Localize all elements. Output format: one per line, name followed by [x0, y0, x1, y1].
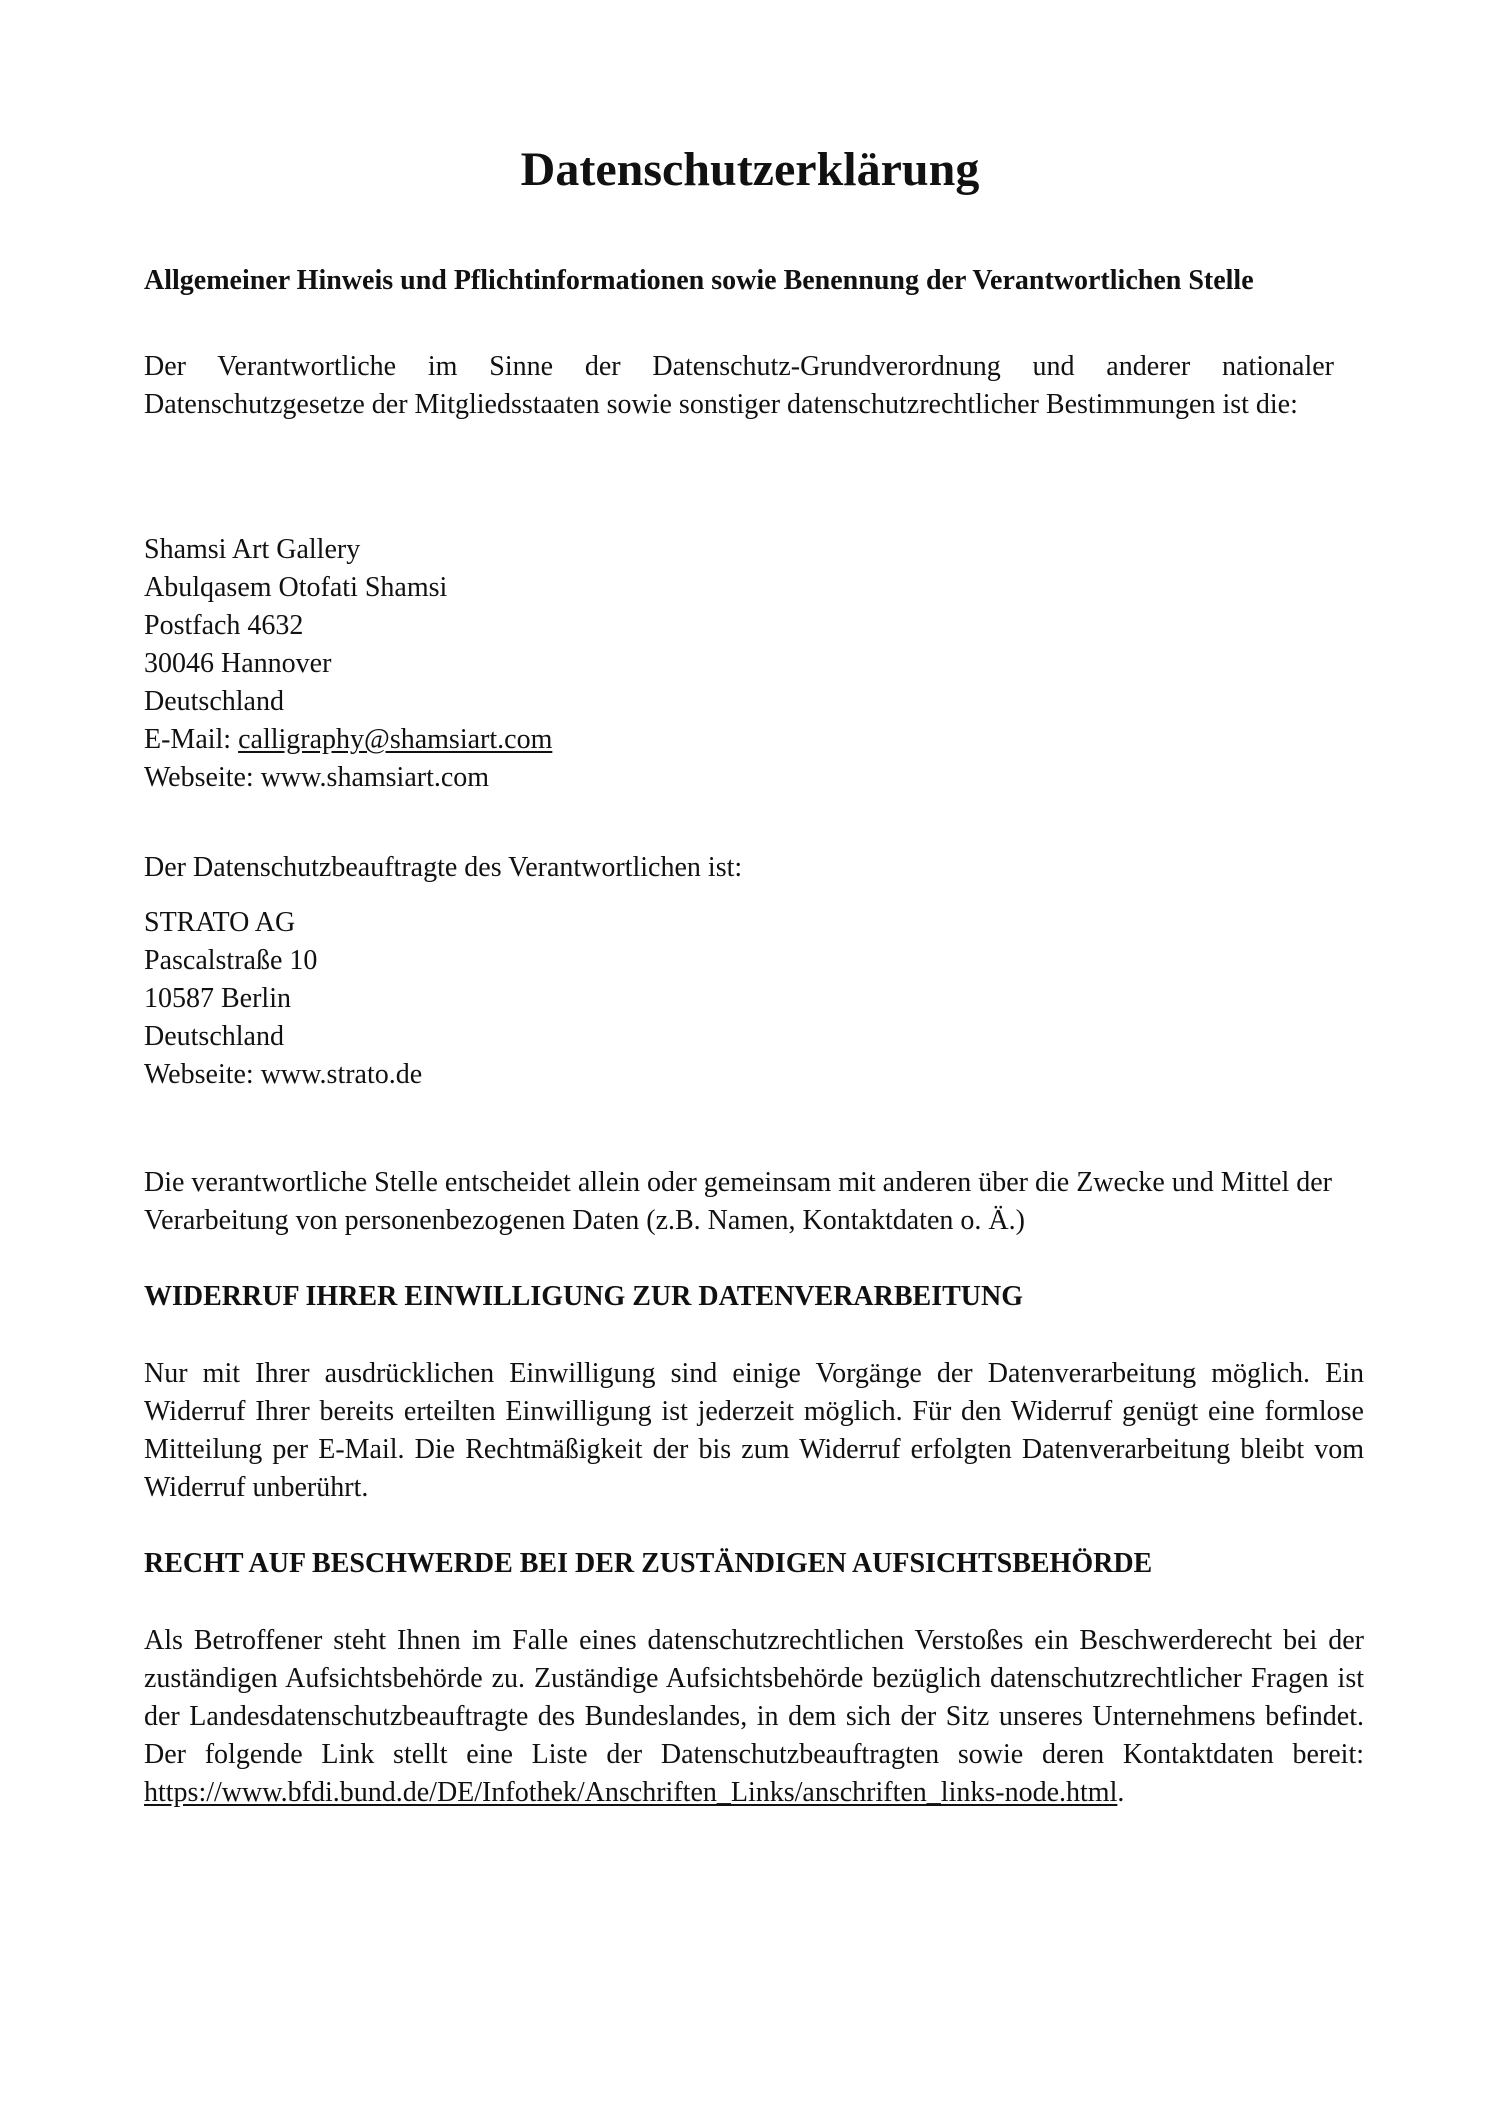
page-title: Datenschutzerklärung: [520, 143, 980, 196]
controller-address: [144, 531, 552, 797]
complaint-end: .: [1117, 1777, 1125, 1808]
email-link[interactable]: calligraphy@shamsiart.com: [238, 724, 553, 755]
dpo-intro: Der Datenschutzbeauftragte des Verantwortlichen ist:: [144, 852, 743, 883]
complaint-text: Als Betroffener steht Ihnen im Falle eines datenschutzrechtlichen Verstoßes ein Beschwerderecht bei der zuständigen Aufsichtsbehörde zu. Zuständige Aufsichtsbehörde bezüglich datenschutzrechtlicher Fragen ist der Landesdatenschutzbeauftragte des Bundeslandes, in dem sich der Sitz unseres Unternehmens befindet. Der folgende Link stellt eine Liste der Datenschutzbeauftragten sowie deren Kontaktdaten bereit:: [144, 1625, 1364, 1770]
section-heading-revocation: WIDERRUF IHRER EINWILLIGUNG ZUR DATENVERARBEITUNG: [144, 1281, 1024, 1312]
complaint-paragraph: [144, 1622, 1364, 1812]
controller-email-line: [144, 721, 552, 759]
controller-person: Abulqasem Otofati Shamsi: [144, 572, 448, 603]
dpo-street: Pascalstraße 10: [144, 945, 318, 976]
revocation-paragraph: Nur mit Ihrer ausdrücklichen Einwilligung sind einige Vorgänge der Datenverarbeitung möglich. Ein Widerruf Ihrer bereits erteilten Einwilligung ist jederzeit möglich. Für den Widerruf genügt eine formlose Mitteilung per E-Mail. Die Rechtmäßigkeit der bis zum Widerruf erfolgten Datenverarbeitung bleibt vom Widerruf unberührt.: [144, 1358, 1364, 1503]
controller-website: Webseite: www.shamsiart.com: [144, 762, 490, 793]
bfdi-link[interactable]: https://www.bfdi.bund.de/DE/Infothek/Anschriften_Links/anschriften_links-node.html: [144, 1777, 1118, 1808]
controller-country: Deutschland: [144, 686, 284, 717]
purpose-paragraph: Die verantwortliche Stelle entscheidet allein oder gemeinsam mit anderen über die Zwecke und Mittel der Verarbeitung von personenbezogenen Daten (z.B. Namen, Kontaktdaten o. Ä.): [144, 1167, 1333, 1236]
section-heading-general-info: Allgemeiner Hinweis und Pflichtinformationen sowie Benennung der Verantwortlichen Stelle: [144, 265, 1254, 296]
section-heading-complaint: RECHT AUF BESCHWERDE BEI DER ZUSTÄNDIGEN AUFSICHTSBEHÖRDE: [144, 1548, 1153, 1579]
dpo-address: [144, 904, 422, 1094]
dpo-city: 10587 Berlin: [144, 983, 291, 1014]
controller-city: 30046 Hannover: [144, 648, 332, 679]
controller-postbox: Postfach 4632: [144, 610, 304, 641]
intro-paragraph: Der Verantwortliche im Sinne der Datenschutz-Grundverordnung und anderer nationaler Datenschutzgesetze der Mitgliedsstaaten sowie sonstiger datenschutzrechtlicher Bestimmungen ist die:: [144, 351, 1334, 420]
dpo-name: STRATO AG: [144, 907, 296, 938]
email-label: E-Mail:: [144, 724, 239, 755]
dpo-website: Webseite: www.strato.de: [144, 1059, 423, 1090]
controller-name: Shamsi Art Gallery: [144, 534, 361, 565]
dpo-country: Deutschland: [144, 1021, 284, 1052]
